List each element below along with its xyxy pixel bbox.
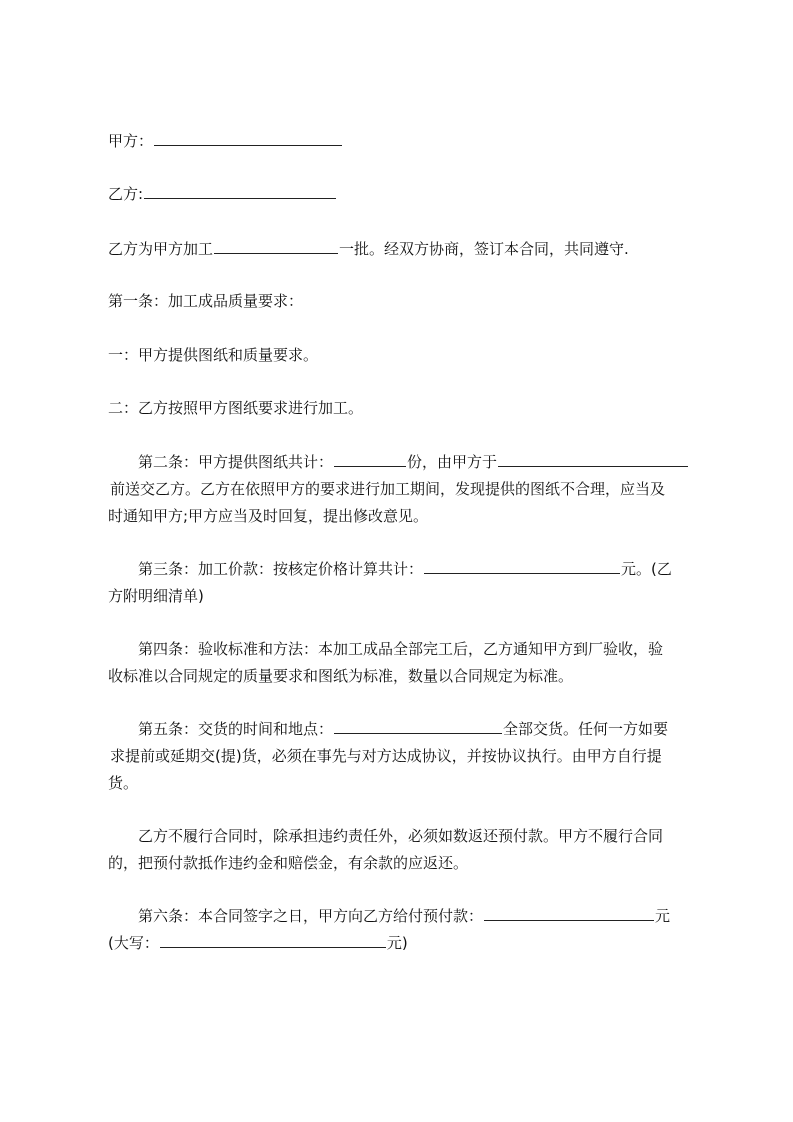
party-b-blank: [144, 182, 336, 199]
party-a-line: [108, 128, 343, 155]
article-5-line-3: 货。: [108, 774, 139, 792]
article-1-title: 第一条：加工成品质量要求：: [108, 292, 304, 310]
article-2-line-3: 时通知甲方;甲方应当及时回复，提出修改意见。: [108, 507, 429, 525]
article-5-text-post: 全部交货。任何一方如要: [503, 720, 669, 738]
delivery-date-blank: [498, 450, 688, 467]
article-6-line-2: [108, 930, 408, 957]
article-2-text-mid: 份，由甲方于: [407, 453, 498, 471]
article-5-text-pre: 第五条：交货的时间和地点：: [138, 720, 334, 738]
prepayment-blank: [484, 904, 654, 921]
prepayment-capital-blank: [160, 931, 386, 948]
article-2-line-2: 前送交乙方。乙方在依照甲方的要求进行加工期间，发现提供的图纸不合理，应当及: [110, 480, 666, 498]
article-2-line-1: [138, 449, 689, 476]
article-6-capital-post: 元): [386, 934, 408, 952]
product-blank: [214, 237, 338, 254]
article-1-item-2: 二：乙方按照甲方图纸要求进行加工。: [108, 399, 364, 417]
intro-text-post: 一批。经双方协商，签订本合同，共同遵守.: [339, 240, 629, 258]
article-5-line-2: 求提前或延期交(提)货，必须在事先与对方达成协议，并按协议执行。由甲方自行提: [110, 747, 662, 765]
party-a-blank: [154, 129, 342, 146]
party-a-label: 甲方：: [108, 132, 154, 150]
breach-line-1: 乙方不履行合同时，除承担违约责任外，必须如数返还预付款。甲方不履行合同: [138, 827, 664, 845]
party-b-line: [108, 181, 337, 208]
article-1-item-1: 一：甲方提供图纸和质量要求。: [108, 346, 319, 364]
article-3-line-2: 方附明细清单): [108, 587, 204, 605]
article-4-line-2: 收标准以合同规定的质量要求和图纸为标准，数量以合同规定为标准。: [108, 667, 574, 685]
article-3-text-post: 元。(乙: [621, 560, 672, 578]
delivery-place-blank: [334, 717, 502, 734]
article-3-line-1: [138, 556, 672, 583]
party-b-label: 乙方:: [108, 185, 144, 203]
article-6-text-pre: 第六条：本合同签字之日，甲方向乙方给付预付款：: [138, 907, 484, 925]
article-6-line-1: [138, 903, 670, 930]
intro-line: [108, 236, 629, 263]
price-blank: [424, 557, 620, 574]
article-5-line-1: [138, 716, 668, 743]
article-3-text-pre: 第三条：加工价款：按核定价格计算共计：: [138, 560, 424, 578]
article-4-line-1: 第四条：验收标准和方法：本加工成品全部完工后，乙方通知甲方到厂验收，验: [138, 640, 664, 658]
breach-line-2: 的，把预付款抵作违约金和赔偿金，有余款的应返还。: [108, 854, 469, 872]
intro-text-pre: 乙方为甲方加工: [108, 240, 214, 258]
article-6-text-post: 元: [655, 907, 671, 925]
article-2-text-pre: 第二条：甲方提供图纸共计：: [138, 453, 334, 471]
drawings-count-blank: [334, 450, 406, 467]
article-6-capital-pre: (大写：: [108, 934, 159, 952]
